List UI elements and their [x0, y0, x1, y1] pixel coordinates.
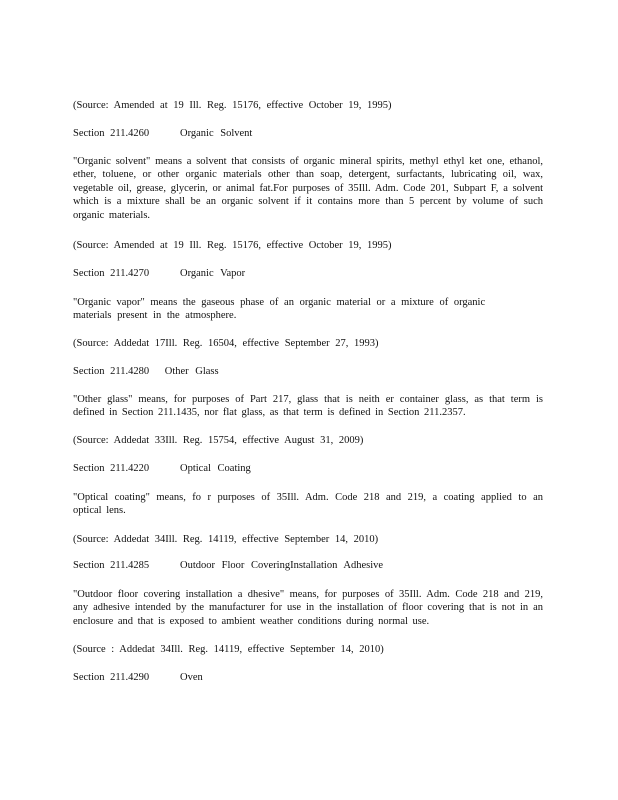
- section-title: Other Glass: [164, 366, 219, 377]
- section-title: Organic Vapor: [180, 268, 246, 279]
- source-note: (Source: Amended at 19 Ill. Reg. 15176, effective October 19, 1995): [73, 240, 392, 251]
- section-body: "Other glass" means, for purposes of Part 217, glass that is neith er container glass, as that term is defined in Section 211.1435, nor flat glass, as that term is defined in Section 211.2357.: [73, 394, 543, 419]
- section-body: "Organic solvent" means a solvent that consists of organic mineral spirits, methyl ethyl ket one, ethanol, ether, toluene, or other organic materials other than soap, detergent, surfactants, lubricating oil, wax, vegetable oil, grease, glycerin, or animal fat.For purposes of 35Ill. Adm. Code 201, Subpart F, a solvent which is a mixture shall be an organic solvent if it contains more than 5 percent by volume of such organic materials.: [73, 156, 543, 221]
- section-body: "Outdoor floor covering installation a dhesive" means, for purposes of 35Ill. Adm. Code 218 and 219, any adhesive intended by the manufacturer for use in the installation of floor covering that is not in an enclosure and that is exposed to ambient weather conditions during normal use.: [73, 589, 543, 627]
- section-body-line: materials present in the atmosphere.: [73, 310, 237, 321]
- section-body: "Optical coating" means, fo r purposes of 35Ill. Adm. Code 218 and 219, a coating applied to an optical lens.: [73, 492, 543, 517]
- section-number: Section 211.4260: [73, 128, 150, 139]
- section-title: Outdoor Floor CoveringInstallation Adhesive: [180, 560, 384, 571]
- source-note: (Source: Addedat 17Ill. Reg. 16504, effective September 27, 1993): [73, 338, 379, 349]
- section-title: Optical Coating: [180, 463, 251, 474]
- section-number: Section 211.4290: [73, 672, 150, 683]
- section-title: Oven: [180, 672, 203, 683]
- section-number: Section 211.4220: [73, 463, 150, 474]
- source-note: (Source: Addedat 33Ill. Reg. 15754, effective August 31, 2009): [73, 435, 364, 446]
- section-heading: [73, 365, 219, 378]
- source-note: (Source : Addedat 34Ill. Reg. 14119, effective September 14, 2010): [73, 644, 384, 655]
- section-number: Section 211.4280: [73, 366, 150, 377]
- source-note: (Source: Addedat 34Ill. Reg. 14119, effective September 14, 2010): [73, 534, 379, 545]
- section-title: Organic Solvent: [180, 128, 253, 139]
- section-number: Section 211.4285: [73, 560, 150, 571]
- source-note: (Source: Amended at 19 Ill. Reg. 15176, effective October 19, 1995): [73, 100, 392, 111]
- section-body-line: "Organic vapor" means the gaseous phase of an organic material or a mixture of organic: [73, 297, 486, 308]
- section-number: Section 211.4270: [73, 268, 150, 279]
